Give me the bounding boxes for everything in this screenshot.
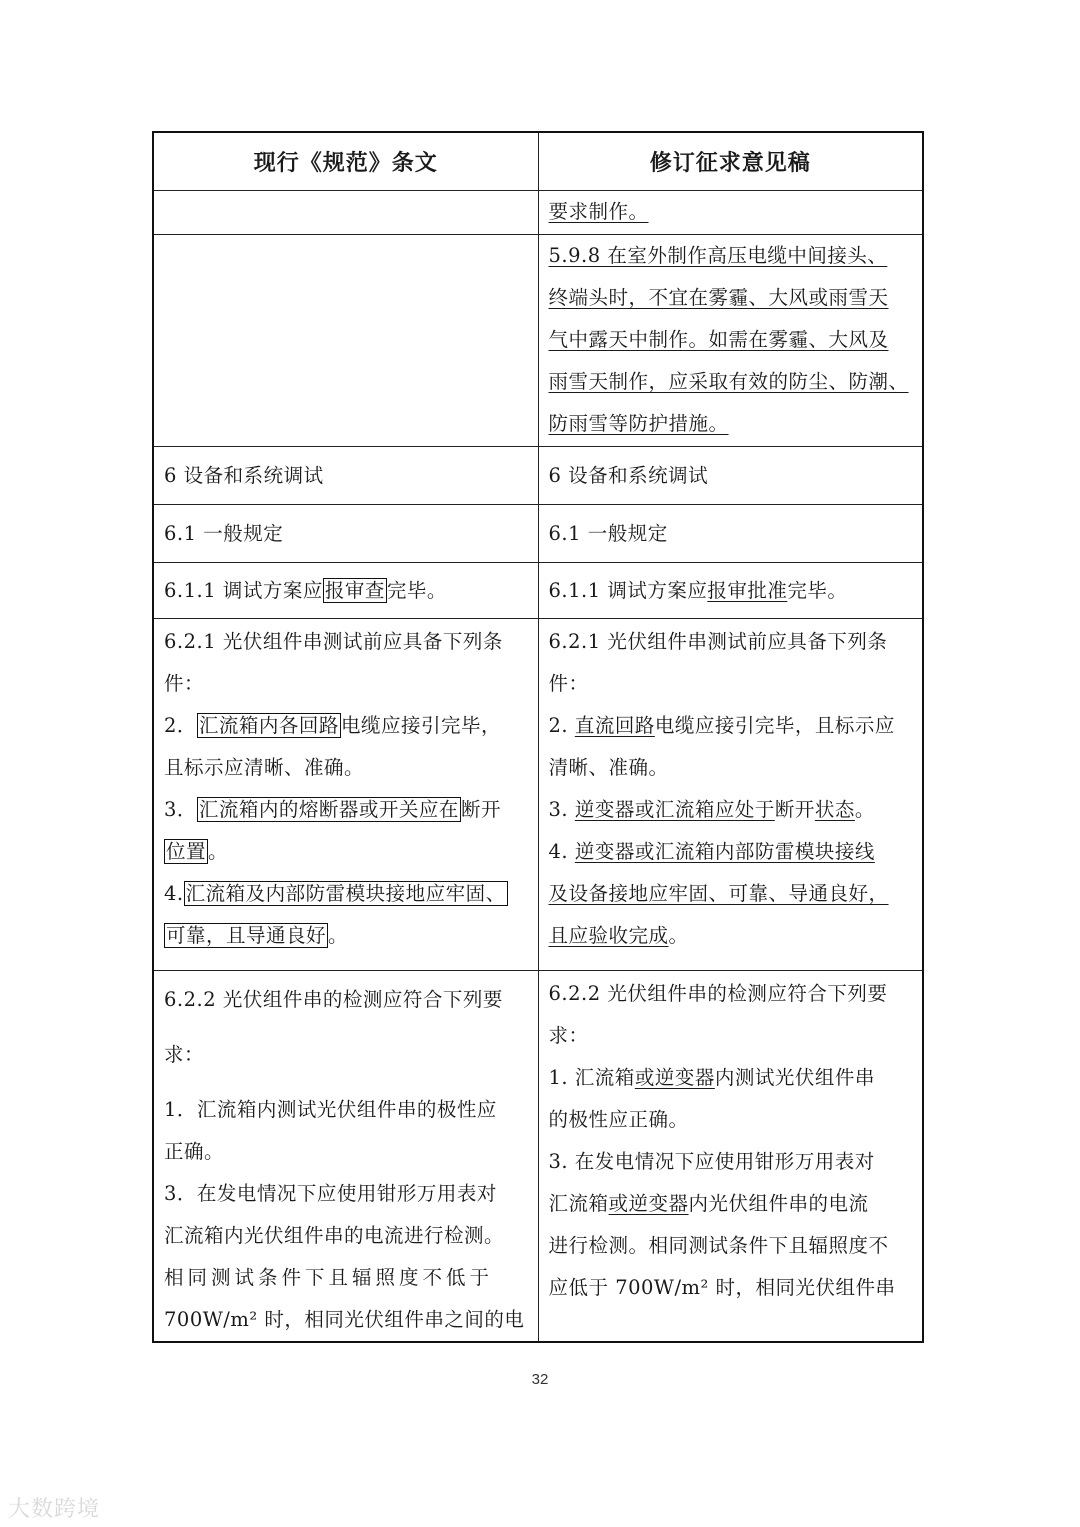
cell-right [538, 971, 923, 1343]
text-run: 防雨雪等防护措施。 [548, 412, 729, 435]
text-line: 6.2.1 光伏组件串测试前应具备下列条 [548, 630, 888, 653]
revised-text: 状态 [814, 798, 855, 821]
text-run: 。 [854, 798, 875, 821]
cell-right [538, 447, 923, 505]
header-row [153, 132, 923, 191]
cell-right [538, 505, 923, 563]
text-line [164, 915, 528, 957]
text-line: 1．汇流箱内测试光伏组件串的极性应 [164, 1098, 497, 1121]
revised-text: 报审批准 [707, 578, 788, 602]
deleted-text-box: 报审查 [324, 578, 385, 602]
text-run: 2. [548, 714, 575, 737]
cell-right [538, 235, 923, 447]
text-line: 正确。 [164, 1140, 225, 1163]
text-line [164, 789, 528, 831]
text-run: 6.1.1 调试方案应 [548, 578, 708, 602]
revised-text: 或逆变器 [608, 1192, 689, 1215]
text-line [549, 1057, 913, 1099]
text-line: 要求制作。 [548, 200, 649, 223]
subsection-heading: 6.1 一般规定 [548, 521, 668, 545]
watermark-logo: 大数跨境 [8, 1497, 101, 1522]
text-line [164, 873, 528, 915]
cell-left [153, 447, 538, 505]
table-row [153, 505, 923, 563]
text-line: 清晰、准确。 [548, 756, 669, 779]
deleted-text-box: 可靠，且导通良好 [166, 924, 327, 947]
text-run: 断开 [774, 798, 815, 821]
text-line: 求： [548, 1024, 589, 1047]
cell-left [153, 191, 538, 235]
deleted-text-box: 位置 [166, 840, 207, 863]
table-row [153, 619, 923, 971]
text-run: 完毕。 [386, 578, 447, 602]
deleted-text-box: 汇流箱内的熔断器或开关应在 [198, 798, 459, 821]
text-line [549, 1183, 913, 1225]
text-line: 且标示应清晰、准确。 [164, 756, 365, 779]
revised-text: 逆变器或汇流箱内部防雷模块接线 [574, 840, 875, 863]
table-row [153, 971, 923, 1343]
text-line: 6.2.2 光伏组件串的检测应符合下列要 [548, 982, 888, 1005]
text-run: 。 [328, 924, 349, 947]
text-line: 求： [164, 1043, 205, 1066]
subsection-heading: 6.1 一般规定 [164, 521, 284, 545]
text-run: 3． [164, 798, 197, 821]
revised-text: 或逆变器 [634, 1066, 715, 1089]
text-line [549, 570, 913, 612]
section-heading: 6 设备和系统调试 [164, 463, 324, 487]
text-run: 电缆应接引完毕， [340, 714, 501, 737]
revised-text: 且应验收完成 [548, 924, 669, 947]
revised-text: 逆变器或汇流箱应处于 [574, 798, 775, 821]
text-line: 应低于 700W/m² 时，相同光伏组件串 [548, 1276, 896, 1299]
text-run: 断开 [460, 798, 501, 821]
text-line: 6.2.2 光伏组件串的检测应符合下列要 [164, 988, 503, 1011]
table-row [153, 447, 923, 505]
text-line [164, 705, 528, 747]
text-line: 汇流箱内光伏组件串的电流进行检测。 [164, 1224, 505, 1247]
cell-right [538, 619, 923, 971]
header-revised: 修订征求意见稿 [538, 132, 923, 191]
text-line: 气中露天中制作。如需在雾霾、大风及 [548, 328, 889, 351]
text-run: 4. [548, 840, 575, 863]
text-run: 完毕。 [787, 578, 848, 602]
text-line: 5.9.8 在室外制作高压电缆中间接头、 [548, 244, 888, 267]
cell-left [153, 505, 538, 563]
header-current: 现行《规范》条文 [153, 132, 538, 191]
text-line: 终端头时，不宜在雾霾、大风或雨雪天 [548, 286, 889, 309]
table-row [153, 235, 923, 447]
section-heading: 6 设备和系统调试 [548, 463, 709, 487]
text-line [549, 915, 913, 957]
text-line: 3．在发电情况下应使用钳形万用表对 [164, 1182, 497, 1205]
cell-left [153, 563, 538, 619]
text-run: 。 [208, 840, 229, 863]
text-line [549, 705, 913, 747]
text-line: 6.2.1 光伏组件串测试前应具备下列条 [164, 630, 503, 653]
text-run: 3. [548, 798, 575, 821]
text-line: 3. 在发电情况下应使用钳形万用表对 [548, 1150, 875, 1173]
text-run: 内测试光伏组件串 [714, 1066, 875, 1089]
text-line [549, 403, 913, 445]
text-line: 件： [548, 672, 589, 695]
page-number: 32 [531, 1371, 549, 1388]
text-run: 1. 汇流箱 [548, 1066, 635, 1089]
cell-right [538, 191, 923, 235]
text-line [164, 570, 528, 612]
text-run: 4. [164, 882, 184, 905]
deleted-text-box: 汇流箱内各回路 [198, 714, 339, 737]
text-line: 的极性应正确。 [548, 1108, 689, 1131]
text-line [549, 789, 913, 831]
text-line: 件： [164, 672, 205, 695]
deleted-text-box: 汇流箱及内部防雷模块接地应牢固、 [185, 882, 506, 905]
cell-left [153, 235, 538, 447]
cell-left [153, 619, 538, 971]
text-line: 进行检测。相同测试条件下且辐照度不 [548, 1234, 889, 1257]
text-run: 内光伏组件串的电流 [688, 1192, 869, 1215]
text-line [549, 831, 913, 873]
table-row [153, 191, 923, 235]
text-run: 2． [164, 714, 197, 737]
comparison-table [152, 131, 924, 1343]
text-line [164, 831, 528, 873]
revised-text: 直流回路 [574, 714, 655, 737]
text-run: 。 [668, 924, 689, 947]
table-row [153, 563, 923, 619]
revised-text: 及设备接地应牢固、可靠、导通良好， [548, 882, 889, 905]
text-run: 汇流箱 [548, 1192, 609, 1215]
text-run: 6.1.1 调试方案应 [164, 578, 323, 602]
cell-left [153, 971, 538, 1343]
cell-right [538, 563, 923, 619]
text-line: 相同测试条件下且辐照度不低于 [164, 1266, 494, 1289]
text-run: 电缆应接引完毕，且标示应 [654, 714, 895, 737]
text-line: 700W/m² 时，相同光伏组件串之间的电 [164, 1308, 525, 1331]
text-line: 雨雪天制作，应采取有效的防尘、防潮、 [548, 370, 909, 393]
